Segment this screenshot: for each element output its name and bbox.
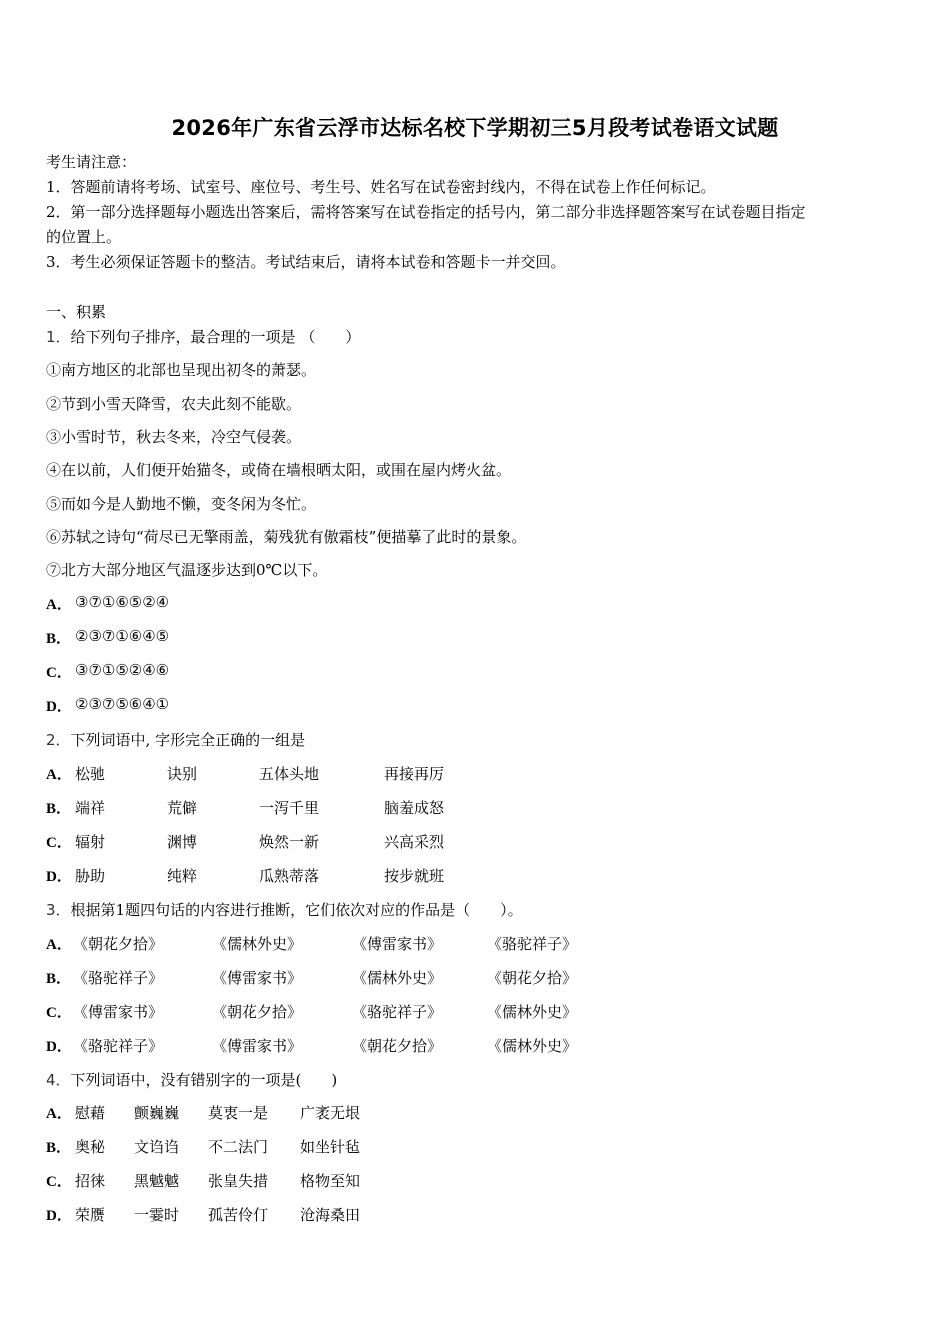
section-heading: 一、积累 xyxy=(46,303,107,321)
question-text: 下列词语中, 字形完全正确的一组是 xyxy=(70,731,306,749)
option-book-2: 《儒林外史》 xyxy=(212,935,303,953)
option-label: B． xyxy=(46,801,72,817)
notice-block xyxy=(46,150,906,275)
option-word-4: 沧海桑田 xyxy=(300,1206,361,1224)
option-word-4: 再接再厉 xyxy=(384,765,445,783)
option-word-4: 兴高采烈 xyxy=(384,833,445,851)
option-label: C． xyxy=(46,835,72,851)
notice-item-3: 3．考生必须保证答题卡的整洁。考试结束后，请将本试卷和答题卡一并交回。 xyxy=(46,253,566,271)
question-4-stem xyxy=(46,1069,337,1090)
option-word-4: 如坐针毡 xyxy=(300,1138,361,1156)
q1-sentence-2: ②节到小雪天降雪，农夫此刻不能歇。 xyxy=(46,395,302,413)
option-label: D． xyxy=(46,1039,72,1055)
option-book-2: 《朝花夕拾》 xyxy=(212,1003,303,1021)
option-word-3: 不二法门 xyxy=(208,1138,269,1156)
option-book-3: 《朝花夕拾》 xyxy=(352,1037,443,1055)
notice-item-2-cont: 的位置上。 xyxy=(46,228,122,246)
question-number: 4． xyxy=(46,1071,71,1089)
option-book-1: 《骆驼祥子》 xyxy=(73,1037,164,1055)
option-word-2: 颤巍巍 xyxy=(134,1104,180,1122)
option-word-2: 一霎时 xyxy=(134,1206,180,1224)
option-word-1: 慰藉 xyxy=(75,1104,106,1122)
option-book-3: 《骆驼祥子》 xyxy=(352,1003,443,1021)
q1-sentence-3: ③小雪时节，秋去冬来，冷空气侵袭。 xyxy=(46,428,302,446)
option-label: B． xyxy=(46,631,72,647)
q1-sentence-6: ⑥苏轼之诗句“荷尽已无擎雨盖，菊残犹有傲霜枝”便描摹了此时的景象。 xyxy=(46,528,527,546)
option-word-2: 诀别 xyxy=(167,765,198,783)
option-word-2: 黑魆魆 xyxy=(134,1172,180,1190)
option-label: D． xyxy=(46,869,72,885)
option-label: C． xyxy=(46,1005,72,1021)
option-word-3: 瓜熟蒂落 xyxy=(259,867,320,885)
option-word-1: 端祥 xyxy=(75,799,106,817)
option-word-3: 莫衷一是 xyxy=(208,1104,269,1122)
option-word-4: 脑羞成怒 xyxy=(384,799,445,817)
option-text: ③⑦①⑥⑤②④ xyxy=(75,593,170,611)
option-word-1: 荣赝 xyxy=(75,1206,106,1224)
option-label: D． xyxy=(46,699,72,715)
option-text: ②③⑦①⑥④⑤ xyxy=(75,627,170,645)
option-word-4: 按步就班 xyxy=(384,867,445,885)
option-label: A． xyxy=(46,1106,72,1122)
q1-sentence-1: ①南方地区的北部也呈现出初冬的萧瑟。 xyxy=(46,361,317,379)
option-book-3: 《傅雷家书》 xyxy=(352,935,443,953)
question-text: 给下列句子排序，最合理的一项是 （ ） xyxy=(70,328,361,346)
question-text: 根据第1题四句话的内容进行推断，它们依次对应的作品是（ ）。 xyxy=(70,901,523,919)
option-word-3: 五体头地 xyxy=(259,765,320,783)
option-label: D． xyxy=(46,1208,72,1224)
option-word-3: 焕然一新 xyxy=(259,833,320,851)
option-book-3: 《儒林外史》 xyxy=(352,969,443,987)
q1-sentence-4: ④在以前，人们便开始猫冬，或倚在墙根晒太阳，或围在屋内烤火盆。 xyxy=(46,461,512,479)
option-word-4: 广袤无垠 xyxy=(300,1104,361,1122)
option-word-2: 纯粹 xyxy=(167,867,198,885)
option-word-1: 松驰 xyxy=(75,765,106,783)
option-word-2: 渊博 xyxy=(167,833,198,851)
question-2-stem xyxy=(46,729,305,750)
option-book-4: 《朝花夕拾》 xyxy=(487,969,578,987)
option-book-1: 《傅雷家书》 xyxy=(73,1003,164,1021)
question-text: 下列词语中，没有错别字的一项是( ) xyxy=(70,1071,338,1089)
option-book-2: 《傅雷家书》 xyxy=(212,969,303,987)
notice-item-1: 1．答题前请将考场、试室号、座位号、考生号、姓名写在试卷密封线内，不得在试卷上作任何标记。 xyxy=(46,178,716,196)
option-book-1: 《朝花夕拾》 xyxy=(73,935,164,953)
option-text: ②③⑦⑤⑥④① xyxy=(75,695,170,713)
q1-sentence-7: ⑦北方大部分地区气温逐步达到0℃以下。 xyxy=(46,561,328,579)
option-label: C． xyxy=(46,1174,72,1190)
question-number: 1． xyxy=(46,328,71,346)
option-word-1: 招徕 xyxy=(75,1172,106,1190)
question-number: 3． xyxy=(46,901,71,919)
option-word-2: 荒僻 xyxy=(167,799,198,817)
option-book-4: 《骆驼祥子》 xyxy=(487,935,578,953)
option-word-1: 辐射 xyxy=(75,833,106,851)
q1-sentence-5: ⑤而如今是人勤地不懒，变冬闲为冬忙。 xyxy=(46,495,317,513)
option-word-3: 张皇失措 xyxy=(208,1172,269,1190)
option-text: ③⑦①⑤②④⑥ xyxy=(75,661,170,679)
option-word-3: 孤苦伶仃 xyxy=(208,1206,269,1224)
option-word-3: 一泻千里 xyxy=(259,799,320,817)
option-book-4: 《儒林外史》 xyxy=(487,1037,578,1055)
option-book-2: 《傅雷家书》 xyxy=(212,1037,303,1055)
notice-item-2: 2．第一部分选择题每小题选出答案后，需将答案写在试卷指定的括号内，第二部分非选择题答案写在试卷题目指定 xyxy=(46,203,806,221)
option-word-1: 胁助 xyxy=(75,867,106,885)
option-label: B． xyxy=(46,971,72,987)
option-word-2: 文诌诌 xyxy=(134,1138,180,1156)
question-number: 2． xyxy=(46,731,71,749)
option-word-4: 格物至知 xyxy=(300,1172,361,1190)
option-label: A． xyxy=(46,937,72,953)
option-book-4: 《儒林外史》 xyxy=(487,1003,578,1021)
question-1-stem xyxy=(46,326,360,347)
option-book-1: 《骆驼祥子》 xyxy=(73,969,164,987)
option-label: B． xyxy=(46,1140,72,1156)
option-label: A． xyxy=(46,597,72,613)
option-label: C． xyxy=(46,665,72,681)
question-3-stem xyxy=(46,899,523,920)
page-title: 2026年广东省云浮市达标名校下学期初三5月段考试卷语文试题 xyxy=(171,116,779,140)
option-word-1: 奥秘 xyxy=(75,1138,106,1156)
option-label: A． xyxy=(46,767,72,783)
notice-heading: 考生请注意： xyxy=(46,153,137,171)
